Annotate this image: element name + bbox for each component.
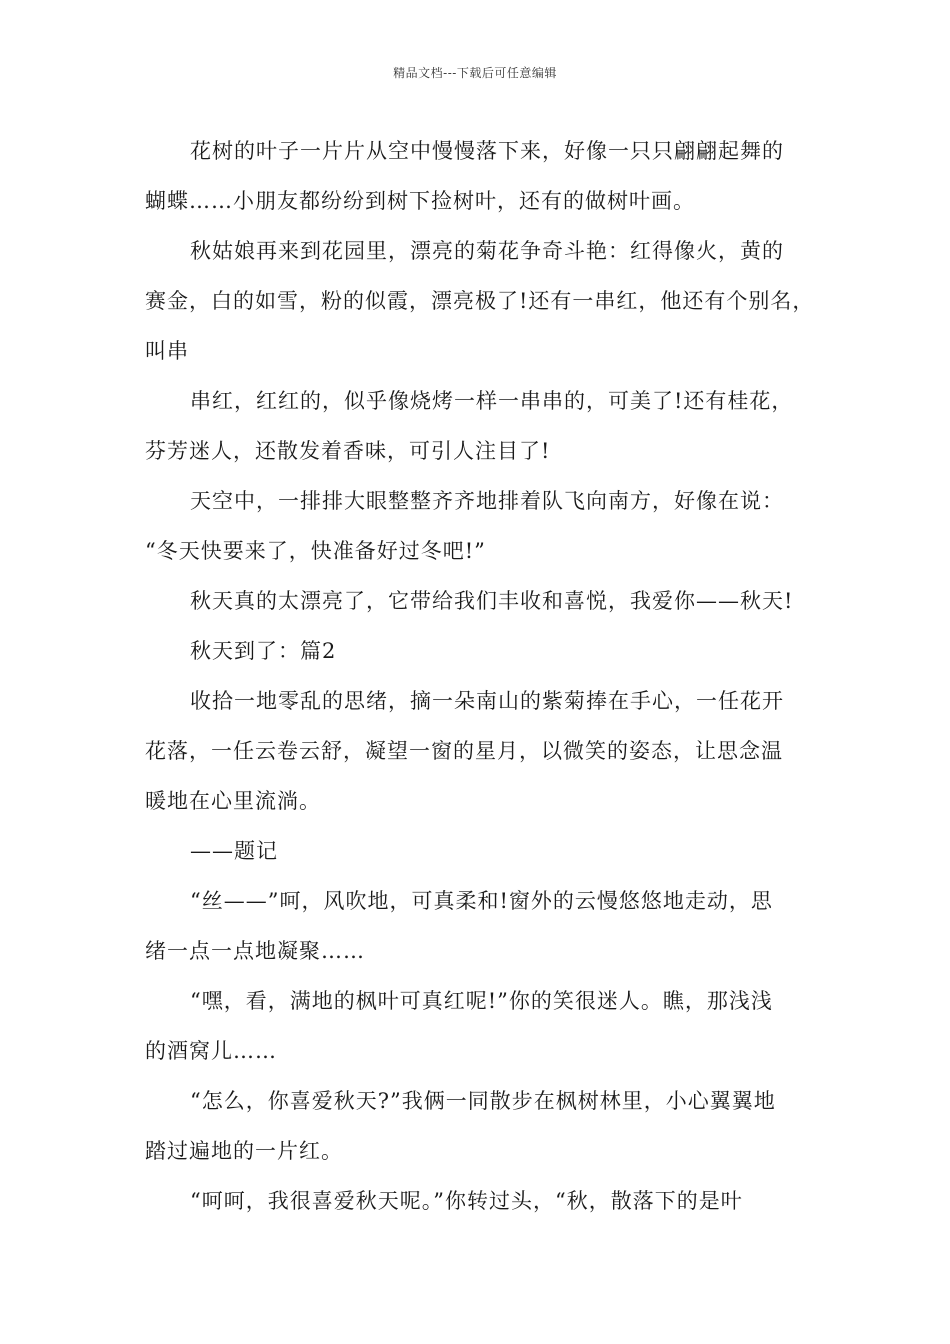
text-line: 秋天真的太漂亮了，它带给我们丰收和喜悦，我爱你——秋天! [190,589,794,613]
text-line: 串红，红红的，似乎像烧烤一样一串串的，可美了!还有桂花， [190,389,794,413]
text-line: “冬天快要来了，快准备好过冬吧!” [145,539,486,563]
text-line: “呵呵，我很喜爱秋天呢。”你转过头，“秋，散落下的是叶 [190,1189,743,1213]
text-line: 秋姑娘再来到花园里，漂亮的菊花争奇斗艳：红得像火，黄的 [190,239,784,263]
text-line: 天空中，一排排大眼整整齐齐地排着队飞向南方，好像在说： [190,489,784,513]
text-line: 花落，一任云卷云舒，凝望一窗的星月，以微笑的姿态，让思念温 [145,739,783,763]
text-line: “嘿，看，满地的枫叶可真红呢!”你的笑很迷人。瞧，那浅浅 [190,989,773,1013]
text-line: 花树的叶子一片片从空中慢慢落下来，好像一只只翩翩起舞的 [190,139,784,163]
text-line: “怎么，你喜爱秋天?”我俩一同散步在枫树林里，小心翼翼地 [190,1089,776,1113]
text-line: 赛金，白的如雪，粉的似霞，漂亮极了!还有一串红，他还有个别名， [145,289,815,313]
text-line: 的酒窝儿…… [145,1039,277,1063]
text-line: 蝴蝶……小朋友都纷纷到树下捡树叶，还有的做树叶画。 [145,189,695,213]
text-line: 收拾一地零乱的思绪，摘一朵南山的紫菊捧在手心，一任花开 [190,689,784,713]
text-line: “丝——”呵，风吹地，可真柔和!窗外的云慢悠悠地走动，思 [190,889,773,913]
section-heading: 秋天到了：篇2 [190,639,337,663]
text-line: 暖地在心里流淌。 [145,789,321,813]
epigraph-attribution: ——题记 [190,839,278,863]
text-line: 芬芳迷人，还散发着香味，可引人注目了! [145,439,551,463]
page-header: 精品文档---下载后可任意编辑 [393,66,557,80]
text-line: 踏过遍地的一片红。 [145,1139,343,1163]
text-line: 叫串 [145,339,189,363]
text-line: 绪一点一点地凝聚…… [145,939,365,963]
